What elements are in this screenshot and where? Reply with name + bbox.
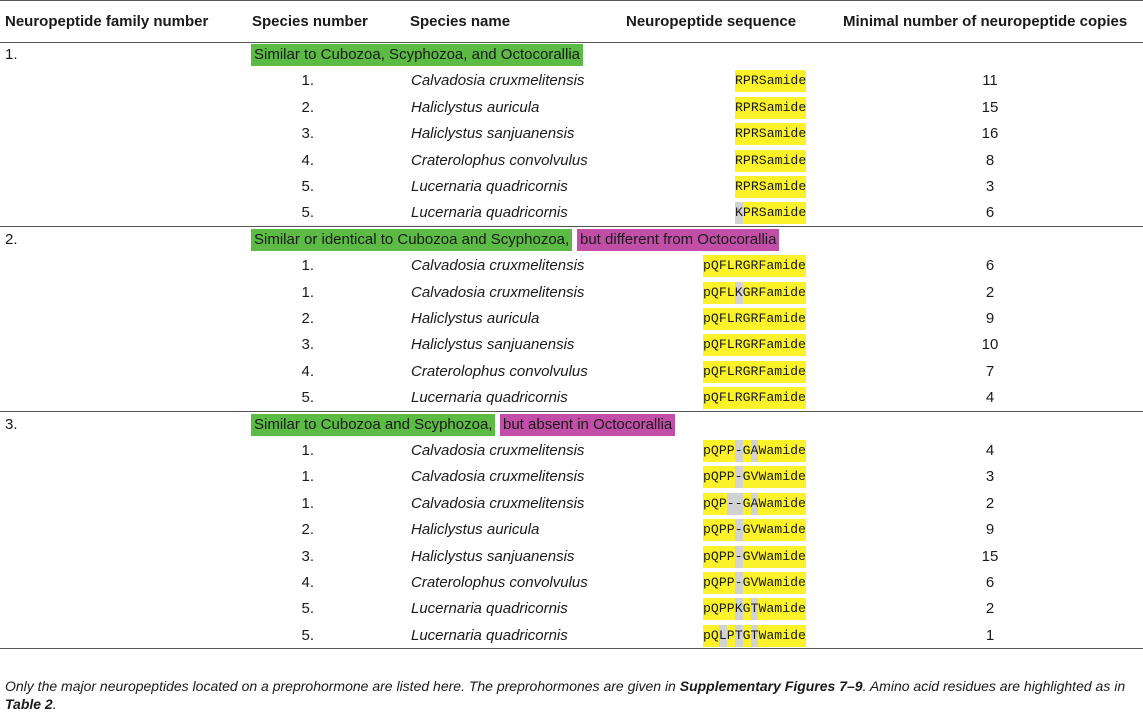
residue: L [727,387,735,409]
residue: G [743,255,751,277]
residue: K [735,282,743,304]
residue: A [751,493,759,515]
residue: R [751,70,759,92]
species-name: Lucernaria quadricornis [411,626,568,644]
residue: Q [711,282,719,304]
amide-suffix: amide [766,572,806,594]
residue: A [751,440,759,462]
residue: F [719,308,727,330]
copies-count: 6 [985,574,995,591]
residue: - [727,493,735,515]
species-name: Haliclystus auricula [411,521,540,539]
residue: R [735,255,743,277]
species-number: 2. [301,310,314,327]
residue: p [703,334,711,356]
residue: R [735,150,743,172]
copies-count: 2 [985,283,995,301]
neuropeptide-sequence [735,123,806,145]
residue: p [703,598,711,620]
residue: Q [711,387,719,409]
similarity-note: Similar to Cubozoa and Scyphozoa, [251,414,495,436]
neuropeptide-sequence [703,546,806,568]
neuropeptide-sequence [703,308,806,330]
amide-suffix: amide [766,282,806,304]
residue: L [727,255,735,277]
residue: P [727,625,735,647]
residue: p [703,387,711,409]
family-number: 3. [5,415,18,433]
residue: R [751,202,759,224]
family-separator [0,226,1143,227]
residue: - [735,572,743,594]
species-name: Calvadosia cruxmelitensis [411,494,585,512]
neuropeptide-sequence [703,387,806,409]
residue: W [758,519,766,541]
residue: S [759,70,767,92]
neuropeptide-sequence [703,255,806,277]
residue: W [758,625,766,647]
residue: Q [711,334,719,356]
residue: L [727,334,735,356]
neuropeptide-sequence [703,282,806,304]
residue: V [751,519,759,541]
residue: R [735,334,743,356]
residue: K [735,598,743,620]
residue: R [751,334,759,356]
family-separator [0,411,1143,412]
residue: G [743,625,751,647]
species-number: 1. [301,257,314,275]
table-bottom-rule [0,648,1143,649]
residue: P [727,546,735,568]
residue: F [758,334,766,356]
species-number: 5. [301,389,314,407]
copies-count: 8 [985,151,995,169]
difference-note: but different from Octocorallia [577,229,779,251]
family-number: 2. [5,230,18,248]
residue: G [743,546,751,568]
residue: W [758,546,766,568]
residue: P [743,123,751,145]
species-number: 1. [301,494,314,512]
residue: R [751,308,759,330]
species-name: Craterolophus convolvulus [411,574,588,591]
residue: P [727,572,735,594]
species-name: Haliclystus sanjuanensis [411,336,575,354]
amide-suffix: amide [766,598,806,620]
residue: L [727,361,735,383]
column-header-sequence: Neuropeptide sequence [626,13,797,30]
amide-suffix: amide [766,361,806,383]
amide-suffix: amide [766,334,806,356]
amide-suffix: amide [766,493,806,515]
neuropeptide-sequence [703,334,806,356]
residue: R [751,123,759,145]
footnote-text-2: . Amino acid residues are highlighted as in [862,678,1126,694]
species-number: 4. [301,362,314,380]
similarity-note: Similar to Cubozoa, Scyphozoa, and Octocorallia [251,44,583,66]
species-number: 5. [301,204,314,222]
residue: Q [711,519,719,541]
copies-count: 3 [985,468,995,486]
residue: p [703,308,711,330]
copies-count: 4 [985,389,995,407]
residue: F [758,255,766,277]
residue: P [743,97,751,119]
species-number: 4. [301,574,314,591]
residue: L [727,282,735,304]
residue: p [703,466,711,488]
residue: P [719,598,727,620]
species-name: Calvadosia cruxmelitensis [411,283,585,301]
amide-suffix: amide [767,150,807,172]
residue: G [743,466,751,488]
species-name: Haliclystus auricula [411,310,540,327]
copies-count: 11 [982,72,998,90]
residue: G [743,519,751,541]
neuropeptide-sequence [735,70,806,92]
residue: K [735,202,743,224]
residue: V [751,466,759,488]
residue: p [703,572,711,594]
copies-count: 6 [985,204,995,222]
species-number: 3. [301,336,314,354]
residue: G [743,361,751,383]
species-name: Haliclystus sanjuanensis [411,547,575,565]
residue: G [743,308,751,330]
residue: F [719,255,727,277]
residue: R [735,123,743,145]
family-number: 1. [5,46,18,63]
header-rule [0,42,1143,43]
residue: R [735,176,743,198]
residue: G [743,387,751,409]
copies-count: 7 [985,362,995,380]
residue: G [743,334,751,356]
species-name: Craterolophus convolvulus [411,362,588,380]
species-number: 4. [301,151,314,169]
residue: R [735,97,743,119]
residue: R [751,176,759,198]
species-name: Calvadosia cruxmelitensis [411,442,585,459]
residue: P [719,440,727,462]
copies-count: 15 [981,547,999,565]
copies-count: 16 [981,125,999,143]
neuropeptide-sequence [703,493,806,515]
residue: T [751,625,759,647]
residue: S [759,97,767,119]
residue: P [727,519,735,541]
neuropeptide-sequence [703,361,806,383]
amide-suffix: amide [767,176,807,198]
neuropeptide-sequence [703,440,806,462]
amide-suffix: amide [766,387,806,409]
species-number: 2. [301,521,314,539]
neuropeptide-sequence [703,519,806,541]
species-number: 2. [301,98,314,116]
copies-count: 2 [985,600,995,618]
species-name: Calvadosia cruxmelitensis [411,468,585,486]
residue: F [758,361,766,383]
species-name: Lucernaria quadricornis [411,178,568,195]
residue: P [719,546,727,568]
residue: Q [711,493,719,515]
copies-count: 3 [985,178,995,195]
residue: P [727,466,735,488]
residue: G [743,493,751,515]
residue: Q [711,546,719,568]
species-name: Lucernaria quadricornis [411,204,568,222]
residue: F [719,387,727,409]
residue: W [758,598,766,620]
residue: G [743,572,751,594]
residue: R [735,361,743,383]
similarity-note: Similar or identical to Cubozoa and Scyphozoa, [251,229,572,251]
residue: W [758,440,766,462]
residue: G [743,598,751,620]
species-name: Lucernaria quadricornis [411,600,568,618]
neuropeptide-sequence [735,202,806,224]
residue: Q [711,572,719,594]
amide-suffix: amide [767,70,807,92]
species-name: Lucernaria quadricornis [411,389,568,407]
residue: R [751,361,759,383]
residue: Q [711,308,719,330]
species-name: Calvadosia cruxmelitensis [411,72,585,90]
residue: F [758,282,766,304]
copies-count: 4 [985,442,995,459]
residue: L [727,308,735,330]
amide-suffix: amide [767,123,807,145]
residue: W [758,466,766,488]
residue: G [743,282,751,304]
species-number: 1. [301,72,314,90]
footnote-text-3: . [52,696,57,712]
amide-suffix: amide [766,440,806,462]
residue: S [759,123,767,145]
residue: p [703,255,711,277]
amide-suffix: amide [766,308,806,330]
column-header-family: Neuropeptide family number [5,13,209,30]
residue: W [758,493,766,515]
residue: p [703,493,711,515]
residue: - [735,493,743,515]
residue: P [719,466,727,488]
residue: P [727,598,735,620]
residue: T [735,625,743,647]
footnote-link-supplementary[interactable]: Supplementary Figures 7–9 [679,678,863,694]
residue: F [719,361,727,383]
residue: P [743,70,751,92]
residue: R [751,150,759,172]
residue: - [735,466,743,488]
neuropeptide-sequence [703,466,806,488]
residue: Q [711,625,719,647]
residue: V [751,572,759,594]
residue: p [703,625,711,647]
species-number: 1. [301,442,314,459]
residue: R [751,387,759,409]
amide-suffix: amide [766,546,806,568]
species-number: 1. [301,283,314,301]
residue: p [703,546,711,568]
copies-count: 10 [981,336,999,354]
copies-count: 6 [985,257,995,275]
residue: T [751,598,759,620]
table-top-rule [0,0,1143,1]
residue: R [751,97,759,119]
column-header-species-number: Species number [252,13,368,30]
residue: F [758,308,766,330]
residue: P [719,493,727,515]
species-name: Haliclystus sanjuanensis [411,125,575,143]
residue: P [743,176,751,198]
neuropeptide-sequence [703,625,806,647]
amide-suffix: amide [766,466,806,488]
footnote-text-1: Only the major neuropeptides located on a preprohormone are listed here. The preprohormones are given in [5,678,680,694]
copies-count: 9 [985,310,995,327]
residue: L [719,625,727,647]
column-header-species-name: Species name [410,13,511,30]
residue: F [719,334,727,356]
residue: P [743,202,751,224]
residue: R [751,282,759,304]
residue: Q [711,598,719,620]
species-number: 3. [301,125,314,143]
residue: F [719,282,727,304]
residue: Q [711,361,719,383]
residue: p [703,519,711,541]
residue: p [703,440,711,462]
residue: - [735,519,743,541]
amide-suffix: amide [766,519,806,541]
species-number: 3. [301,547,314,565]
residue: R [735,387,743,409]
residue: p [703,282,711,304]
difference-note: but absent in Octocorallia [500,414,675,436]
copies-count: 15 [981,98,999,116]
neuropeptide-sequence [735,150,806,172]
neuropeptide-sequence [735,97,806,119]
residue: P [743,150,751,172]
neuropeptide-sequence [703,598,806,620]
residue: R [735,308,743,330]
residue: Q [711,466,719,488]
species-name: Haliclystus auricula [411,98,540,116]
species-number: 5. [301,178,314,195]
residue: S [759,150,767,172]
species-name: Calvadosia cruxmelitensis [411,257,585,275]
residue: F [758,387,766,409]
footnote-link-table[interactable]: Table 2 [5,696,53,712]
amide-suffix: amide [767,97,807,119]
species-number: 5. [301,600,314,618]
residue: Q [711,255,719,277]
residue: p [703,361,711,383]
amide-suffix: amide [767,202,807,224]
residue: G [743,440,751,462]
species-name: Craterolophus convolvulus [411,151,588,169]
column-header-copies: Minimal number of neuropeptide copies [843,13,1128,30]
residue: V [751,546,759,568]
neuropeptide-sequence [703,572,806,594]
residue: R [751,255,759,277]
neuropeptide-sequence [735,176,806,198]
residue: P [719,572,727,594]
residue: S [759,176,767,198]
table-footnote [5,677,1135,713]
copies-count: 1 [985,626,995,644]
residue: W [758,572,766,594]
residue: - [735,440,743,462]
amide-suffix: amide [766,255,806,277]
copies-count: 2 [985,494,995,512]
residue: P [719,519,727,541]
copies-count: 9 [985,521,995,539]
residue: R [735,70,743,92]
residue: Q [711,440,719,462]
species-number: 1. [301,468,314,486]
residue: S [759,202,767,224]
amide-suffix: amide [766,625,806,647]
species-number: 5. [301,626,314,644]
residue: P [727,440,735,462]
residue: - [735,546,743,568]
